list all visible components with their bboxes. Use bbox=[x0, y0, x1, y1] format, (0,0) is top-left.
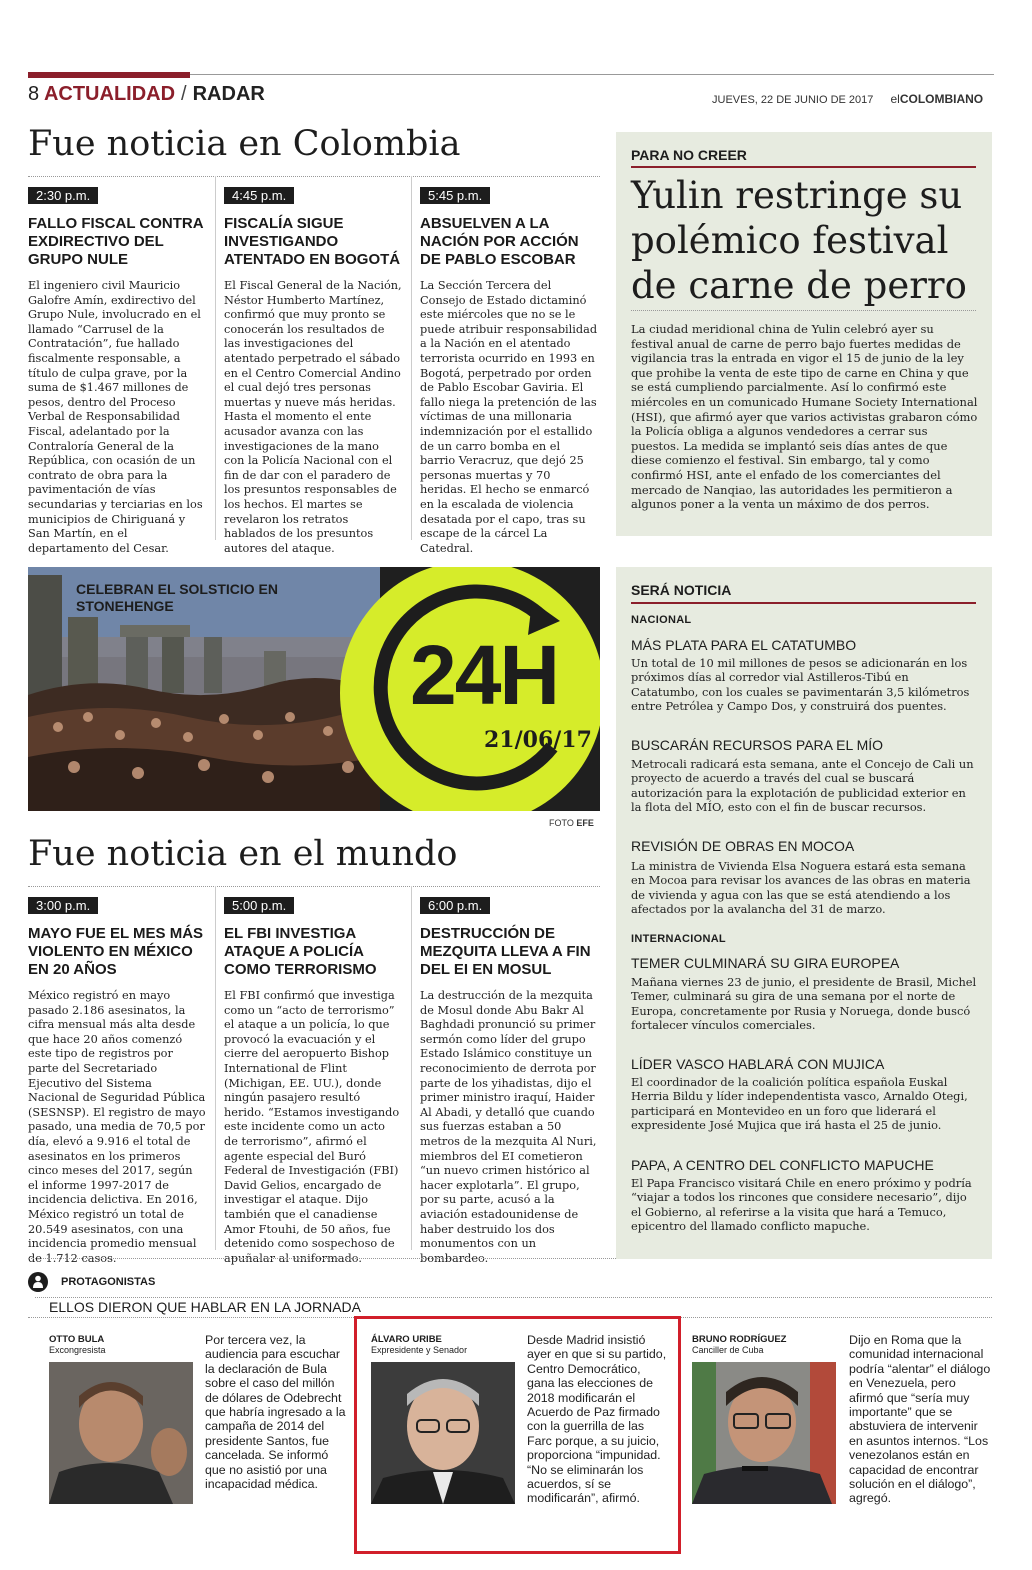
person-name: OTTO BULA bbox=[49, 1334, 105, 1345]
subsection-name: RADAR bbox=[192, 83, 265, 105]
photo-caption: CELEBRAN EL SOLSTICIO EN STONEHENGE bbox=[76, 581, 278, 614]
column-divider bbox=[411, 886, 412, 1250]
person-name: ÁLVARO URIBE bbox=[371, 1334, 442, 1345]
person-icon bbox=[28, 1272, 48, 1292]
section-color-bar bbox=[28, 72, 190, 78]
person-quote: Por tercera vez, la audiencia para escuchar la declaración de Bula sobre el caso del millón de dólares de Odebrecht que habría ingresado a la campaña de 2014 del presidente Santos, fue cancelada. Se informó que no asistió por una incapacidad médica. bbox=[205, 1333, 346, 1492]
colombia-story-2 bbox=[224, 187, 402, 556]
para-no-creer-box bbox=[616, 132, 992, 536]
story-body: La Sección Tercera del Consejo de Estado dictaminó este miércoles que no se le puede atribuir responsabilidad a la Nación en el atentado terrorista ocurrido en 1993 en Bogotá, perpetrado por orden de Pablo Escobar Gaviria. El fallo niega la pretención de las víctimas de una millonaria indemnización por el estallido de un carro bomba en el barrio Veracruz, que dejó 25 personas muertas y 70 heridas. El hecho se enmarcó en la escalada de violencia desatada por el capo, tras su escape de la cárcel La Catedral. bbox=[420, 279, 598, 555]
nacional-item-body: Metrocali radicará esta semana, ante el Concejo de Cali un proyecto de acuerdo a través del cual se buscará autorización para la explotación de publicidad exterior en la flota del MÍO, esto con el fin de buscar recursos. bbox=[631, 757, 974, 815]
person-quote: Dijo en Roma que la comunidad internacional podría “alentar” el diálogo en Venezuela, pero afirmó que “sería muy importante” que se abstuviera de intervenir en asuntos internos. “Los venezolanos están en capacidad de encontrar solución en el diálogo”, agregó. bbox=[849, 1333, 991, 1506]
internacional-item-title: LÍDER VASCO HABLARÁ CON MUJICA bbox=[631, 1056, 885, 1072]
newspaper-logo bbox=[890, 92, 983, 106]
story-time: 3:00 p.m. bbox=[28, 897, 98, 914]
credit-prefix: FOTO bbox=[549, 818, 574, 828]
story-title: FISCALÍA SIGUE INVESTIGANDO ATENTADO EN BOGOTÁ bbox=[224, 215, 401, 268]
stonehenge-photo bbox=[28, 567, 600, 811]
story-title: ABSUELVEN A LA NACIÓN POR ACCIÓN DE PABLO ESCOBAR bbox=[420, 215, 579, 268]
protagonistas-rule bbox=[35, 1297, 992, 1298]
internacional-item-body: El Papa Francisco visitará Chile en enero próximo y podría “viajar a todos los rincones que considere necesario”, dijo el Gobierno, al referirse a la visita que hará a Temuco, epicentro del llamado conflicto mapuche. bbox=[631, 1176, 972, 1234]
photo-credit bbox=[549, 818, 594, 828]
person-role: Canciller de Cuba bbox=[692, 1345, 764, 1355]
column-divider bbox=[411, 176, 412, 540]
sera-noticia-label: SERÁ NOTICIA bbox=[631, 582, 732, 598]
story-title: EL FBI INVESTIGA ATAQUE A POLICÍA COMO TERRORISMO bbox=[224, 925, 377, 978]
brand-name: COLOMBIANO bbox=[899, 92, 984, 106]
section-separator: / bbox=[181, 83, 187, 105]
story-title: FALLO FISCAL CONTRA EXDIRECTIVO DEL GRUPO NULE bbox=[28, 215, 203, 268]
nacional-item-title: BUSCARÁN RECURSOS PARA EL MÍO bbox=[631, 737, 884, 753]
portrait-illustration bbox=[692, 1362, 836, 1504]
credit-source: EFE bbox=[576, 818, 594, 828]
brand-prefix: el bbox=[890, 92, 900, 106]
portrait-illustration bbox=[49, 1362, 193, 1504]
nacional-label: NACIONAL bbox=[631, 614, 692, 626]
mundo-story-1 bbox=[28, 897, 206, 1266]
story-title: DESTRUCCIÓN DE MEZQUITA LLEVA A FIN DEL EI EN MOSUL bbox=[420, 925, 591, 978]
issue-date: JUEVES, 22 DE JUNIO DE 2017 bbox=[712, 94, 874, 106]
story-body: La destrucción de la mezquita de Mosul donde Abu Bakr Al Baghdadi pronunció su primer sermón como líder del grupo Estado Islámico constituye un reconocimiento de derrota por parte de los yihadistas, dijo el primer ministro iraquí, Haider Al Abadi, y detalló que cuando sus fuerzas estaban a 50 metros de la mezquita Al Nuri, miembros del EI cometieron “un nuevo crimen histórico al hacer explotarla”. El grupo, por su parte, acusó a la aviación estadounidense de haber destruido los dos monumentos con un bombardeo. bbox=[420, 989, 597, 1265]
internacional-item-body: Mañana viernes 23 de junio, el presidente de Brasil, Michel Temer, culminará su gira de una semana por el norte de Europa, concretamente por Rusia y Noruega, donde buscó fortalecer vínculos comerciales. bbox=[631, 975, 977, 1033]
column-divider bbox=[215, 886, 216, 1250]
portrait-bruno-rodriguez bbox=[692, 1362, 836, 1504]
nacional-item-body: La ministra de Vivienda Elsa Noguera estará esta semana en Mocoa para revisar los avances de las obras en materia de vivienda y agua con las que se está atendiendo a los afectados por la avalancha del 31 de marzo. bbox=[631, 859, 971, 917]
nacional-item-body: Un total de 10 mil millones de pesos se adicionarán en los próximos días al corredor vial Astilleros-Tibú en Catatumbo, con los cuales se pavimentarán 3,5 kilómetros entre Petrólea y Campo Dos, y construirá dos puentes. bbox=[631, 656, 970, 714]
story-body: El ingeniero civil Mauricio Galofre Amín, exdirectivo del Grupo Nule, involucrado en el llamado “Carrusel de la Contratación”, fue hallado fiscalmente responsable, a título de culpa grave, por la suma de $1.467 millones de pesos, dentro del Proceso Verbal de Responsabilidad Fiscal, adelantado por la Contraloría General de la República, con ocasión de un contrato de obra para la pavimentación de vías secundarias y terciarias en los municipios de Chiriguaná y San Martín, en el departamento del Cesar. bbox=[28, 279, 203, 555]
box-rule bbox=[631, 166, 976, 168]
protagonistas-subtitle: ELLOS DIERON QUE HABLAR EN LA JORNADA bbox=[49, 1299, 361, 1315]
colombia-story-3 bbox=[420, 187, 598, 556]
story-time: 6:00 p.m. bbox=[420, 897, 490, 914]
badge-date: 21/06/17 bbox=[484, 727, 592, 753]
mundo-divider bbox=[28, 886, 600, 887]
person-quote: Desde Madrid insistió ayer en que si su partido, Centro Democrático, gana las elecciones de 2018 modificarán el Acuerdo de Paz firmado con la guerrilla de las Farc porque, a su juicio, proporciona “impunidad. “No se eliminarán los acuerdos, sí se modificarán”, afirmó. bbox=[527, 1333, 667, 1506]
story-body: El FBI confirmó que investiga como un “acto de terrorismo” el ataque a un policía, lo que provocó la evacuación y el cierre del aeropuerto Bishop International de Flint (Michigan, EE. UU.), donde ningún pasajero resultó herido. “Estamos investigando este incidente como un acto de terrorismo”, afirmó el agente especial del Buró Federal de Investigación (FBI) David Gelios, encargado de investigar el ataque. Dijo también que el canadiense Amor Ftouhi, de 50 años, fue detenido como sospechoso de apuñalar al uniformado. bbox=[224, 989, 400, 1265]
story-time: 5:00 p.m. bbox=[224, 897, 294, 914]
box-rule bbox=[631, 602, 976, 604]
story-time: 5:45 p.m. bbox=[420, 187, 490, 204]
person-name: BRUNO RODRÍGUEZ bbox=[692, 1334, 787, 1345]
headline-divider bbox=[631, 310, 976, 311]
person-role: Expresidente y Senador bbox=[371, 1345, 468, 1355]
story-title: MAYO FUE EL MES MÁS VIOLENTO EN MÉXICO EN 20 AÑOS bbox=[28, 925, 204, 978]
story-body: México registró en mayo pasado 2.186 asesinatos, la cifra mensual más alta desde que hace 20 años comenzó este tipo de registros por parte del Secretariado Ejecutivo del Sistema Nacional de Seguridad Pública (SESNSP). El registro de mayo pasado, una media de 70,5 por día, elevó a 9.916 el total de asesinatos en los primeros cinco meses del 2017, según el informe 1997-2017 de incidencia delictiva. En 2016, México registró un total de 20.549 asesinatos, con una incidencia promedio mensual de 1.712 casos. bbox=[28, 989, 206, 1265]
person-role: Excongresista bbox=[49, 1345, 106, 1355]
colombia-divider bbox=[28, 176, 600, 177]
protagonistas-label: PROTAGONISTAS bbox=[61, 1276, 156, 1288]
portrait-alvaro-uribe bbox=[371, 1362, 515, 1504]
page-number: 8 bbox=[28, 83, 40, 105]
mundo-story-3 bbox=[420, 897, 598, 1266]
portrait-illustration bbox=[371, 1362, 515, 1504]
nacional-item-title: REVISIÓN DE OBRAS EN MOCOA bbox=[631, 838, 855, 854]
column-divider bbox=[215, 176, 216, 540]
story-time: 4:45 p.m. bbox=[224, 187, 294, 204]
yulin-body: La ciudad meridional china de Yulin celebró ayer su festival anual de carne de perro bajo fuertes medidas de vigilancia tras la entrada en vigor el 15 de junio de la ley que prohibe la venta de este tipo de carne en China y que se está cumpliendo parcialmente. Así lo confirmó este miércoles en un comunicado Humane Society International (HSI), que afirmó ayer que varios activistas grabaron cómo la Policía obliga a algunos vendedores a cerrar sus puestos. La medida se implantó seis días antes de que diese comienzo el festival. Sin embargo, tal y como confirmó HSI, ante el enfado de los comerciantes del mercado de Nanqiao, las autoridades les permitieron a algunos poner a la venta un máximo de dos perros. bbox=[631, 322, 978, 512]
mundo-heading: Fue noticia en el mundo bbox=[28, 834, 458, 874]
mundo-story-2 bbox=[224, 897, 402, 1266]
para-no-creer-label: PARA NO CREER bbox=[631, 147, 747, 163]
portrait-otto-bula bbox=[49, 1362, 193, 1504]
internacional-item-title: PAPA, A CENTRO DEL CONFLICTO MAPUCHE bbox=[631, 1157, 934, 1173]
header-rule bbox=[190, 74, 994, 75]
yulin-headline: Yulin restringe su polémico festival de carne de perro bbox=[631, 174, 967, 307]
internacional-label: INTERNACIONAL bbox=[631, 933, 726, 945]
section-name: ACTUALIDAD bbox=[43, 83, 176, 105]
section-header bbox=[28, 83, 265, 106]
internacional-item-body: El coordinador de la coalición política española Euskal Herria Bildu y líder independentista vasco, Arnaldo Otegi, participará en Montevideo en un foro que liderará el expresidente José Mujica que irá hasta el 25 de junio. bbox=[631, 1075, 968, 1133]
nacional-item-title: MÁS PLATA PARA EL CATATUMBO bbox=[631, 637, 857, 653]
colombia-story-1 bbox=[28, 187, 206, 556]
story-body: El Fiscal General de la Nación, Néstor Humberto Martínez, confirmó que muy pronto se conocerán los resultados de las investigaciones del atentado perpetrado el sábado en el Centro Comercial Andino el cual dejó tres personas muertas y nueve más heridas. Hasta el momento el ente acusador avanza con las investigaciones de la mano con la Policía Nacional con el fin de dar con el paradero de los presuntos responsables de los hechos. El martes se revelaron los retratos hablados de los presuntos autores del ataque. bbox=[224, 279, 402, 555]
internacional-item-title: TEMER CULMINARÁ SU GIRA EUROPEA bbox=[631, 955, 900, 971]
issue-info bbox=[712, 92, 983, 106]
sera-noticia-box bbox=[616, 567, 992, 1259]
badge-24h: 24H bbox=[410, 628, 559, 722]
story-time: 2:30 p.m. bbox=[28, 187, 98, 204]
colombia-heading: Fue noticia en Colombia bbox=[28, 124, 461, 164]
